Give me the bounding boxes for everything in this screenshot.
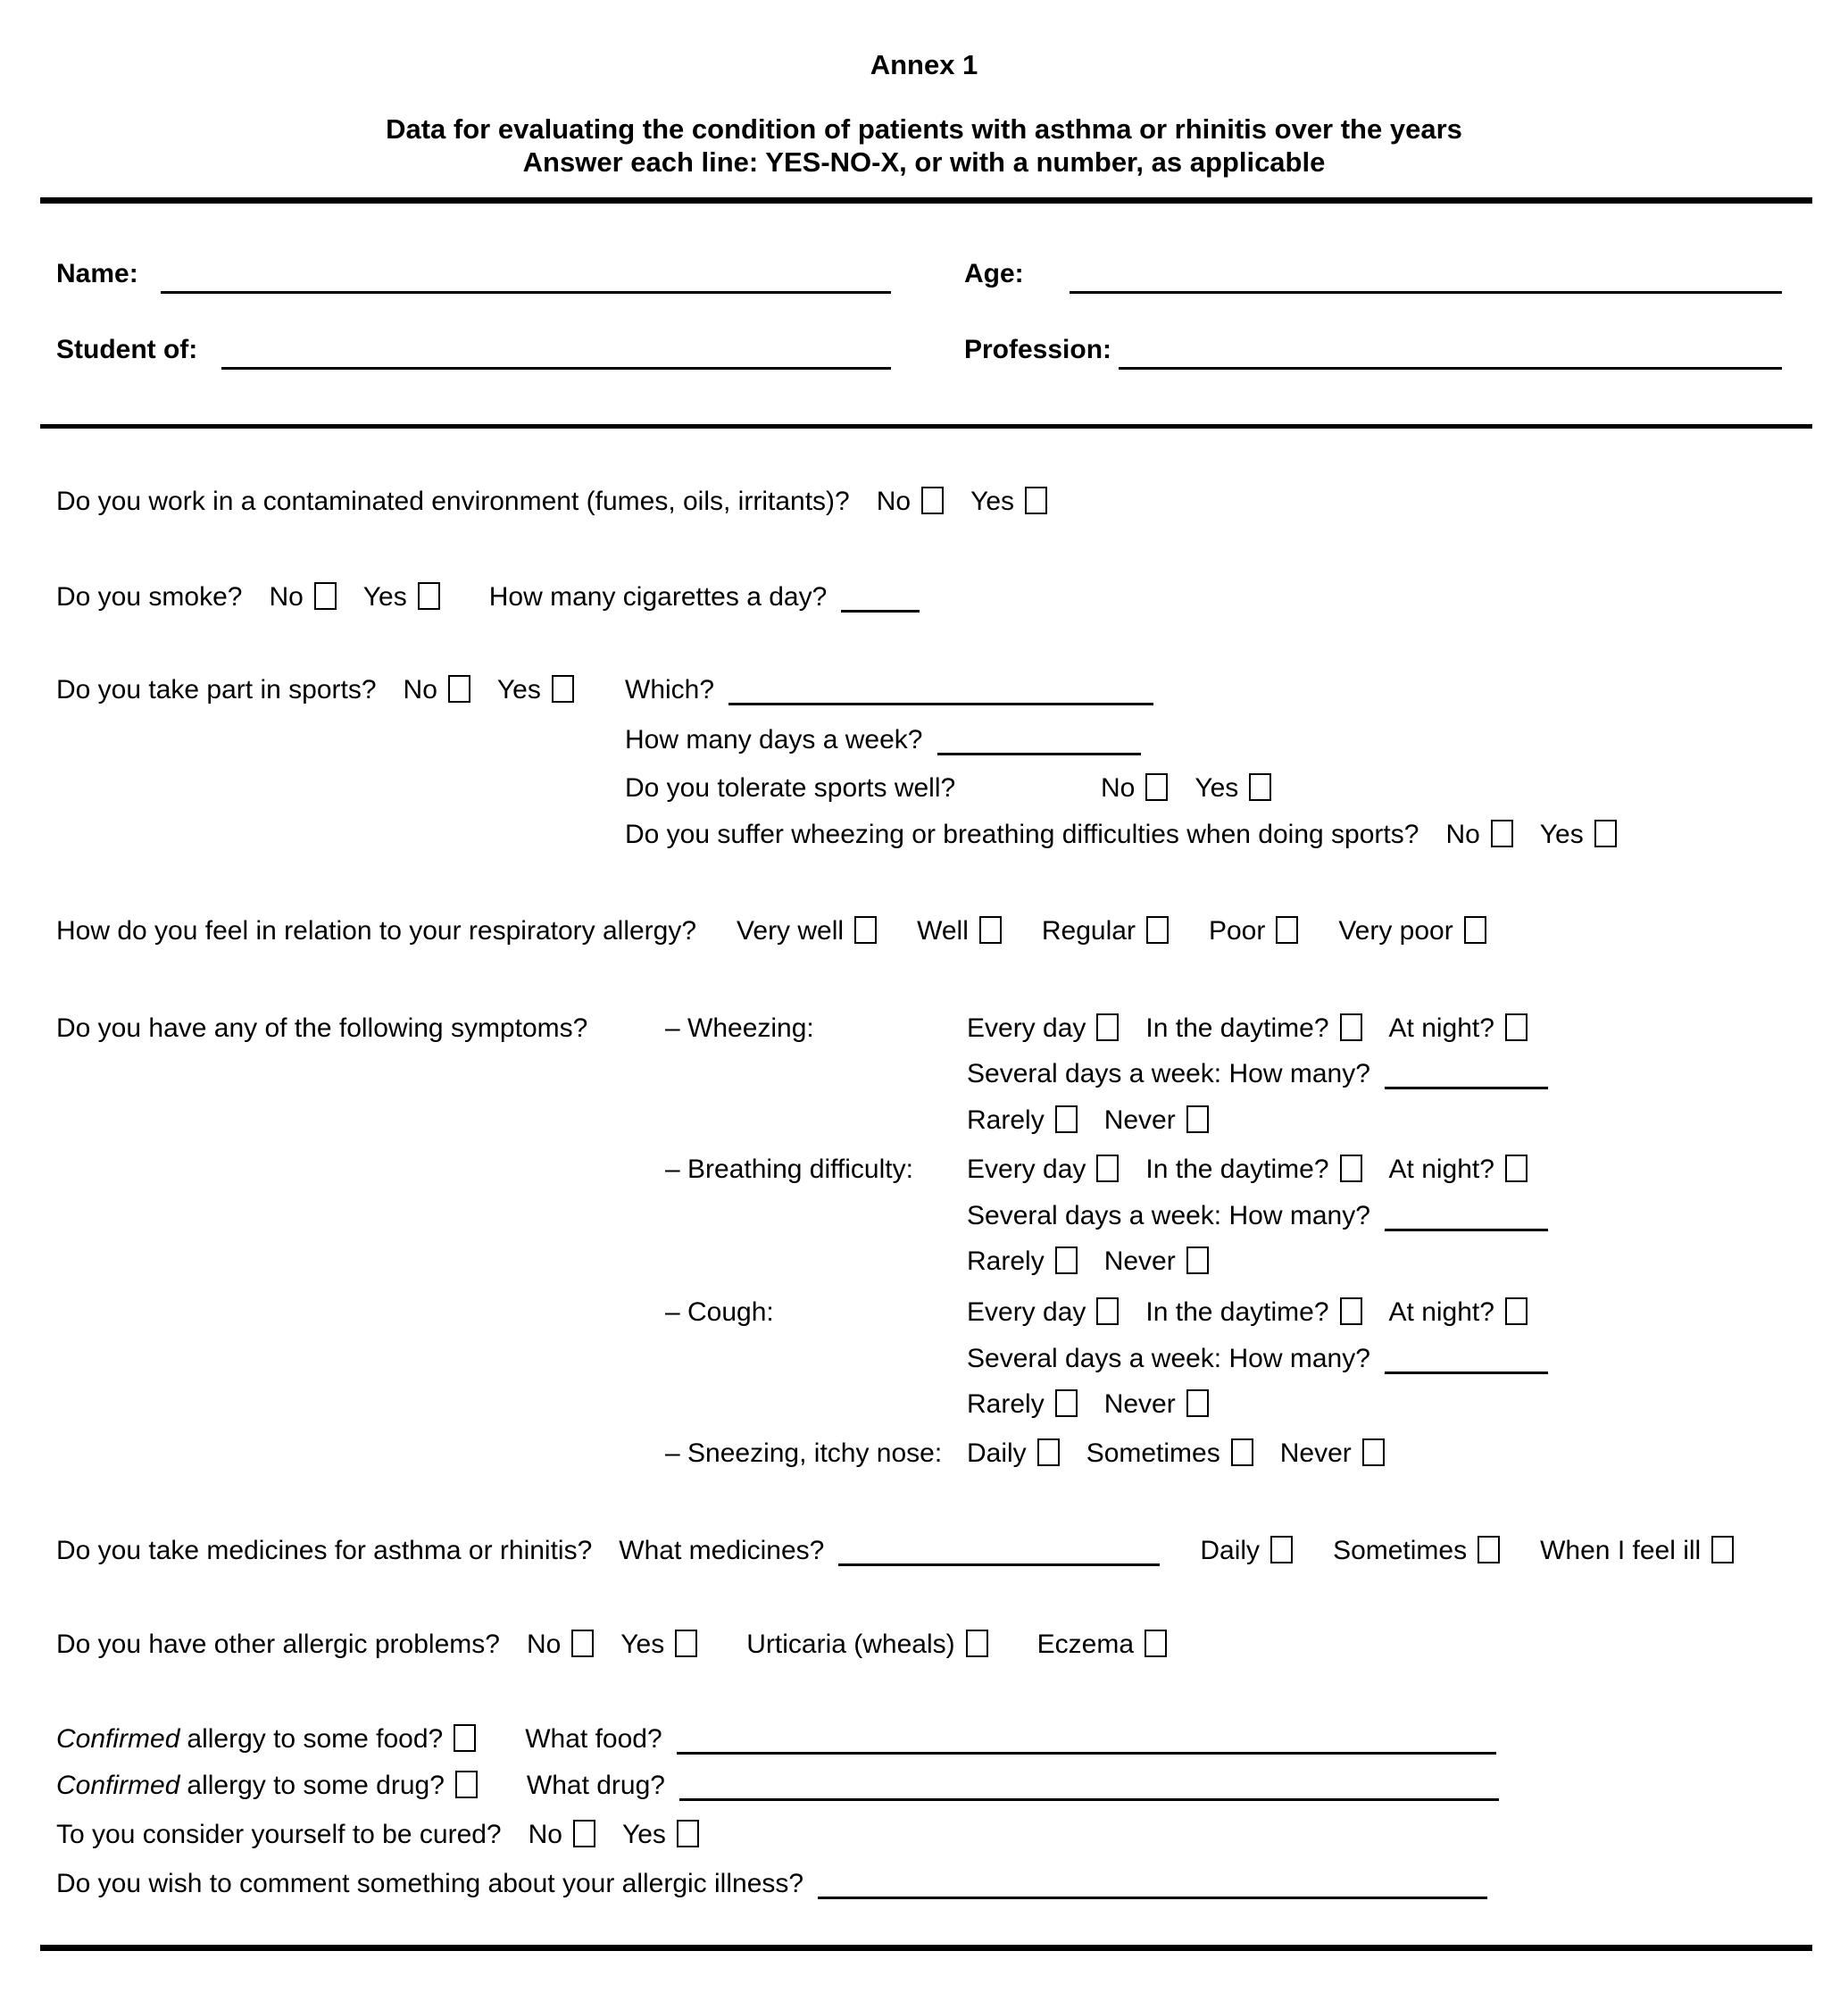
question-smoke-row [0,582,1848,623]
wheezing-never-checkbox[interactable] [1186,1105,1209,1133]
sports-tolerate-question: Do you tolerate sports well? [625,773,956,803]
cough-everyday-checkbox[interactable] [1096,1297,1119,1325]
question-food-allergy-row [0,1724,1848,1765]
identity-row-student-profession [0,335,1848,376]
environment-yes-label: Yes [970,487,1015,516]
feeling-verypoor-checkbox[interactable] [1464,916,1486,944]
food-input[interactable] [677,1725,1496,1755]
question-sports-row [0,675,1848,716]
food-question-rest: allergy to some food? [187,1724,444,1754]
smoke-no-checkbox[interactable] [314,582,337,610]
page-title: Annex 1 [870,49,978,80]
cured-no-label: No [528,1820,562,1849]
smoke-yes-label: Yes [362,582,407,612]
medicines-sometimes-checkbox[interactable] [1478,1536,1500,1563]
symptoms-sneezing-row [0,1438,1848,1480]
cigarettes-question: How many cigarettes a day? [488,582,828,612]
tolerate-no-label: No [1101,773,1136,803]
environment-no-label: No [876,487,912,516]
sports-no-checkbox[interactable] [448,675,470,703]
student-label: Student of: [56,335,198,364]
symptoms-breathing-row [0,1155,1848,1196]
medicines-sometimes-label: Sometimes [1333,1536,1468,1565]
identity-row-name-age [0,259,1848,300]
sneezing-daily-label: Daily [967,1438,1027,1468]
smoke-yes-checkbox[interactable] [418,582,440,610]
allergic-yes-checkbox[interactable] [675,1630,697,1657]
eczema-label: Eczema [1036,1630,1135,1659]
breathing-night-label: At night? [1388,1155,1494,1184]
breathing-label: – Breathing difficulty: [665,1155,913,1184]
age-input[interactable] [1070,257,1782,294]
cough-rarely-checkbox[interactable] [1055,1389,1078,1417]
cured-yes-checkbox[interactable] [677,1820,699,1847]
subtitle-line1: Data for evaluating the condition of patients with asthma or rhinitis over the years [386,113,1462,145]
sneezing-daily-checkbox[interactable] [1037,1438,1060,1466]
wheezing-everyday-checkbox[interactable] [1096,1013,1119,1041]
sports-question: Do you take part in sports? [56,675,377,705]
cured-question: To you consider yourself to be cured? [56,1820,502,1849]
sneezing-label: – Sneezing, itchy nose: [665,1438,943,1468]
age-label: Age: [964,259,1024,288]
name-label: Name: [56,259,138,288]
wheezing-daytime-checkbox[interactable] [1340,1013,1362,1041]
name-input[interactable] [161,257,891,294]
cough-several-input[interactable] [1385,1345,1548,1374]
feeling-poor-label: Poor [1208,916,1266,946]
wheezing-several-label: Several days a week: How many? [967,1059,1370,1088]
suffer-yes-label: Yes [1539,820,1584,849]
cured-yes-label: Yes [621,1820,666,1849]
medicines-what-question: What medicines? [619,1536,825,1565]
question-cured-row [0,1820,1848,1861]
question-feeling-row [0,916,1848,957]
feeling-well-label: Well [917,916,969,946]
wheezing-rarely-label: Rarely [967,1105,1045,1135]
wheezing-everyday-label: Every day [967,1013,1086,1043]
wheezing-several-row [0,1059,1848,1100]
food-what-question: What food? [525,1724,662,1754]
symptoms-question: Do you have any of the following symptoms? [56,1013,588,1043]
food-confirmed-word: Confirmed [56,1724,180,1754]
cough-label: – Cough: [665,1297,774,1327]
allergic-no-checkbox[interactable] [571,1630,594,1657]
breathing-rarely-label: Rarely [967,1246,1045,1276]
breathing-several-input[interactable] [1385,1202,1548,1231]
urticaria-checkbox[interactable] [966,1630,988,1657]
medicines-daily-label: Daily [1200,1536,1261,1565]
medicines-question: Do you take medicines for asthma or rhinitis? [56,1536,593,1565]
wheezing-several-input[interactable] [1385,1060,1548,1089]
feeling-poor-checkbox[interactable] [1276,916,1298,944]
cigarettes-input[interactable] [841,583,920,613]
cough-night-checkbox[interactable] [1505,1297,1528,1325]
breathing-rarely-checkbox[interactable] [1055,1246,1078,1274]
profession-input[interactable] [1119,333,1782,370]
urticaria-label: Urticaria (wheals) [746,1630,955,1659]
medicines-daily-checkbox[interactable] [1270,1536,1293,1563]
cough-rarely-row [0,1389,1848,1430]
tolerate-no-checkbox[interactable] [1145,773,1168,801]
sneezing-sometimes-label: Sometimes [1086,1438,1220,1468]
wheezing-rarely-row [0,1105,1848,1146]
cough-never-label: Never [1103,1389,1176,1419]
environment-yes-checkbox[interactable] [1025,487,1047,514]
divider-identity [40,424,1812,429]
feeling-verywell-label: Very well [737,916,845,946]
allergic-yes-label: Yes [620,1630,665,1659]
breathing-everyday-checkbox[interactable] [1096,1155,1119,1182]
sports-no-label: No [403,675,437,705]
wheezing-night-checkbox[interactable] [1505,1013,1528,1041]
sports-suffer-question: Do you suffer wheezing or breathing difficulties when doing sports? [625,820,1419,849]
sports-which-question: Which? [625,675,715,705]
feeling-verypoor-label: Very poor [1338,916,1453,946]
environment-question: Do you work in a contaminated environment (fumes, oils, irritants)? [56,487,850,516]
wheezing-night-label: At night? [1388,1013,1494,1043]
wheezing-label: – Wheezing: [665,1013,814,1043]
cough-daytime-checkbox[interactable] [1340,1297,1362,1325]
drug-input[interactable] [679,1772,1499,1801]
tolerate-yes-label: Yes [1195,773,1239,803]
cough-several-label: Several days a week: How many? [967,1344,1370,1373]
sneezing-never-label: Never [1279,1438,1352,1468]
environment-no-checkbox[interactable] [921,487,944,514]
sports-yes-label: Yes [496,675,541,705]
question-drug-allergy-row [0,1771,1848,1812]
divider-top [40,197,1812,204]
breathing-never-checkbox[interactable] [1186,1246,1209,1274]
breathing-daytime-checkbox[interactable] [1340,1155,1362,1182]
wheezing-daytime-label: In the daytime? [1145,1013,1329,1043]
cough-rarely-label: Rarely [967,1389,1045,1419]
breathing-daytime-label: In the daytime? [1145,1155,1329,1184]
comment-question: Do you wish to comment something about your allergic illness? [56,1869,804,1898]
medicines-whenill-checkbox[interactable] [1711,1536,1734,1563]
smoke-question: Do you smoke? [56,582,243,612]
smoke-no-label: No [269,582,304,612]
sports-days-input[interactable] [937,726,1141,755]
profession-label: Profession: [964,335,1112,364]
drug-confirmed-word: Confirmed [56,1771,180,1800]
feeling-well-checkbox[interactable] [979,916,1002,944]
medicines-whenill-label: When I feel ill [1540,1536,1702,1565]
breathing-several-label: Several days a week: How many? [967,1201,1370,1230]
cough-night-label: At night? [1388,1297,1494,1327]
allergic-no-label: No [526,1630,562,1659]
question-environment-row [0,487,1848,528]
sneezing-sometimes-checkbox[interactable] [1231,1438,1253,1466]
subtitle-line2: Answer each line: YES-NO-X, or with a number, as applicable [522,146,1326,178]
sports-which-input[interactable] [728,676,1153,705]
cough-everyday-label: Every day [967,1297,1086,1327]
cough-daytime-label: In the daytime? [1145,1297,1329,1327]
comment-input[interactable] [818,1870,1487,1899]
feeling-regular-label: Regular [1041,916,1136,946]
sports-days-row [0,725,1848,766]
breathing-several-row [0,1201,1848,1242]
question-comment-row [0,1869,1848,1910]
symptoms-wheezing-row [0,1013,1848,1055]
food-confirmed-checkbox[interactable] [454,1724,476,1752]
divider-bottom [40,1945,1812,1951]
sports-yes-checkbox[interactable] [552,675,574,703]
student-input[interactable] [221,333,891,370]
allergic-question: Do you have other allergic problems? [56,1630,500,1659]
wheezing-never-label: Never [1103,1105,1176,1135]
sneezing-never-checkbox[interactable] [1362,1438,1385,1466]
sports-days-question: How many days a week? [625,725,923,755]
drug-question-rest: allergy to some drug? [187,1771,445,1800]
eczema-checkbox[interactable] [1145,1630,1167,1657]
cured-no-checkbox[interactable] [573,1820,595,1847]
breathing-night-checkbox[interactable] [1505,1155,1528,1182]
feeling-regular-checkbox[interactable] [1146,916,1169,944]
sports-suffer-row [0,820,1848,861]
breathing-rarely-row [0,1246,1848,1288]
feeling-verywell-checkbox[interactable] [854,916,877,944]
suffer-no-label: No [1445,820,1480,849]
drug-what-question: What drug? [526,1771,665,1800]
suffer-no-checkbox[interactable] [1491,820,1513,847]
question-medicines-row [0,1536,1848,1577]
tolerate-yes-checkbox[interactable] [1249,773,1271,801]
medicines-input[interactable] [838,1537,1160,1566]
breathing-never-label: Never [1103,1246,1176,1276]
cough-never-checkbox[interactable] [1186,1389,1209,1417]
symptoms-cough-row [0,1297,1848,1338]
cough-several-row [0,1344,1848,1385]
feeling-question: How do you feel in relation to your respiratory allergy? [56,916,697,946]
breathing-everyday-label: Every day [967,1155,1086,1184]
suffer-yes-checkbox[interactable] [1594,820,1617,847]
question-allergic-row [0,1630,1848,1671]
drug-confirmed-checkbox[interactable] [455,1771,478,1798]
wheezing-rarely-checkbox[interactable] [1055,1105,1078,1133]
sports-tolerate-row [0,773,1848,814]
